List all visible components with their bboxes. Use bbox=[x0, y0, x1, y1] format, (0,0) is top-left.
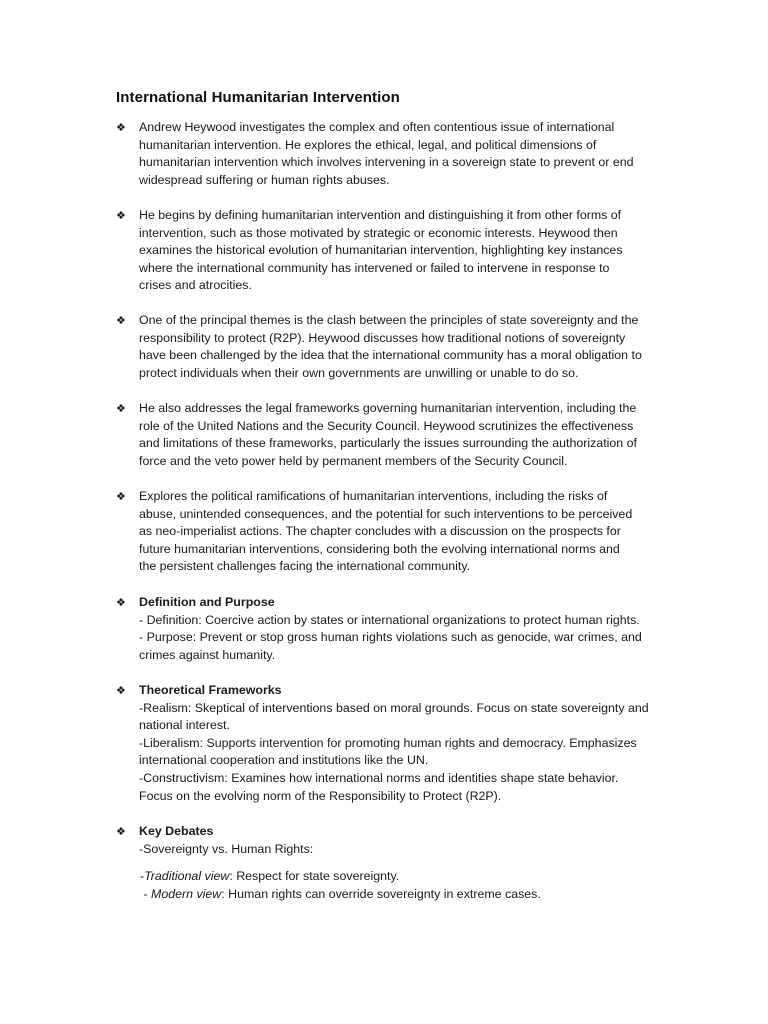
bullet-text bbox=[139, 488, 686, 576]
bullet-text bbox=[139, 823, 686, 858]
sub-item-prefix: - bbox=[140, 886, 152, 901]
text-line: the persistent challenges facing the international community. bbox=[139, 559, 471, 574]
text-line: and limitations of these frameworks, particularly the issues surrounding the authorization of bbox=[139, 436, 637, 451]
text-line: have been challenged by the idea that the international community has a moral obligation to bbox=[139, 348, 642, 363]
section-heading: Theoretical Frameworks bbox=[139, 683, 282, 697]
bullet-paragraph bbox=[116, 312, 686, 382]
text-line: He begins by defining humanitarian intervention and distinguishing it from other forms of bbox=[139, 208, 622, 222]
text-line: where the international community has intervened or failed to intervene in response to bbox=[139, 260, 610, 275]
text-line: examines the historical evolution of humanitarian intervention, highlighting key instances bbox=[139, 243, 623, 258]
text-line: Andrew Heywood investigates the complex and often contentious issue of international bbox=[139, 120, 615, 134]
text-line: Focus on the evolving norm of the Responsibility to Protect (R2P). bbox=[139, 788, 502, 803]
diamond-bullet-icon: ❖ bbox=[116, 684, 126, 697]
diamond-bullet-icon: ❖ bbox=[116, 490, 126, 503]
document-title: International Humanitarian Intervention bbox=[116, 89, 400, 106]
bullet-text bbox=[139, 312, 686, 382]
text-line: One of the principal themes is the clash between the principles of state sovereignty and the bbox=[139, 313, 639, 327]
bullet-section-frameworks bbox=[116, 682, 686, 805]
text-line: force and the veto power held by permanent members of the Security Council. bbox=[139, 453, 568, 468]
text-line: - Definition: Coercive action by states or international organizations to protect human rights. bbox=[139, 612, 640, 627]
text-line: He also addresses the legal frameworks governing humanitarian intervention, including the bbox=[139, 401, 637, 415]
bullet-text bbox=[139, 594, 686, 664]
text-line: crimes against humanity. bbox=[139, 647, 276, 662]
section-heading: Key Debates bbox=[139, 824, 214, 838]
diamond-bullet-icon: ❖ bbox=[116, 121, 126, 134]
text-line: protect individuals when their own governments are unwilling or unable to do so. bbox=[139, 365, 579, 380]
bullet-paragraph bbox=[116, 488, 686, 576]
sub-item-term: Modern view bbox=[151, 886, 222, 901]
sub-item-traditional bbox=[140, 868, 700, 886]
diamond-bullet-icon: ❖ bbox=[116, 314, 126, 327]
diamond-bullet-icon: ❖ bbox=[116, 209, 126, 222]
bullet-text bbox=[139, 682, 686, 805]
sub-item-text: : Respect for state sovereignty. bbox=[229, 869, 400, 883]
text-line: Explores the political ramifications of humanitarian interventions, including the risks of bbox=[139, 489, 608, 503]
bullet-section-debates bbox=[116, 823, 686, 858]
text-line: national interest. bbox=[139, 718, 230, 733]
text-line: humanitarian intervention. He explores the ethical, legal, and political dimensions of bbox=[139, 137, 597, 152]
text-line: international cooperation and institutions like the UN. bbox=[139, 753, 429, 768]
text-line: -Realism: Skeptical of interventions based on moral grounds. Focus on state sovereignty and bbox=[139, 700, 649, 715]
sub-item-prefix: - bbox=[140, 869, 145, 883]
text-line: -Constructivism: Examines how international norms and identities shape state behavior. bbox=[139, 770, 619, 785]
text-line: -Sovereignty vs. Human Rights: bbox=[139, 841, 314, 856]
text-line: as neo-imperialist actions. The chapter concludes with a discussion on the prospects for bbox=[139, 524, 621, 539]
bullet-text bbox=[139, 400, 686, 470]
sub-item-term: Traditional view bbox=[144, 869, 230, 883]
text-line: role of the United Nations and the Security Council. Heywood scrutinizes the effectiveness bbox=[139, 418, 634, 433]
diamond-bullet-icon: ❖ bbox=[116, 402, 126, 415]
text-line: - Purpose: Prevent or stop gross human rights violations such as genocide, war crimes, and bbox=[139, 630, 642, 645]
bullet-paragraph bbox=[116, 400, 686, 470]
bullet-paragraph bbox=[116, 119, 686, 189]
text-line: abuse, unintended consequences, and the potential for such interventions to be perceived bbox=[139, 506, 633, 521]
bullet-section-definition bbox=[116, 594, 686, 664]
diamond-bullet-icon: ❖ bbox=[116, 596, 126, 609]
sub-item-list bbox=[140, 868, 700, 903]
text-line: future humanitarian interventions, considering both the evolving international norms and bbox=[139, 541, 620, 556]
bullet-text bbox=[139, 119, 686, 189]
sub-item-modern bbox=[140, 886, 700, 904]
text-line: humanitarian intervention which involves intervening in a sovereign state to prevent or end bbox=[139, 155, 634, 170]
text-line: crises and atrocities. bbox=[139, 278, 252, 293]
text-line: widespread suffering or human rights abuses. bbox=[139, 172, 390, 187]
diamond-bullet-icon: ❖ bbox=[116, 825, 126, 838]
text-line: responsibility to protect (R2P). Heywood discusses how traditional notions of sovereignty bbox=[139, 330, 626, 345]
bullet-paragraph bbox=[116, 207, 686, 295]
section-heading: Definition and Purpose bbox=[139, 595, 275, 609]
bullet-text bbox=[139, 207, 686, 295]
sub-item-text: : Human rights can override sovereignty in extreme cases. bbox=[221, 886, 541, 901]
text-line: -Liberalism: Supports intervention for promoting human rights and democracy. Emphasizes bbox=[139, 735, 637, 750]
text-line: intervention, such as those motivated by strategic or economic interests. Heywood then bbox=[139, 225, 618, 240]
